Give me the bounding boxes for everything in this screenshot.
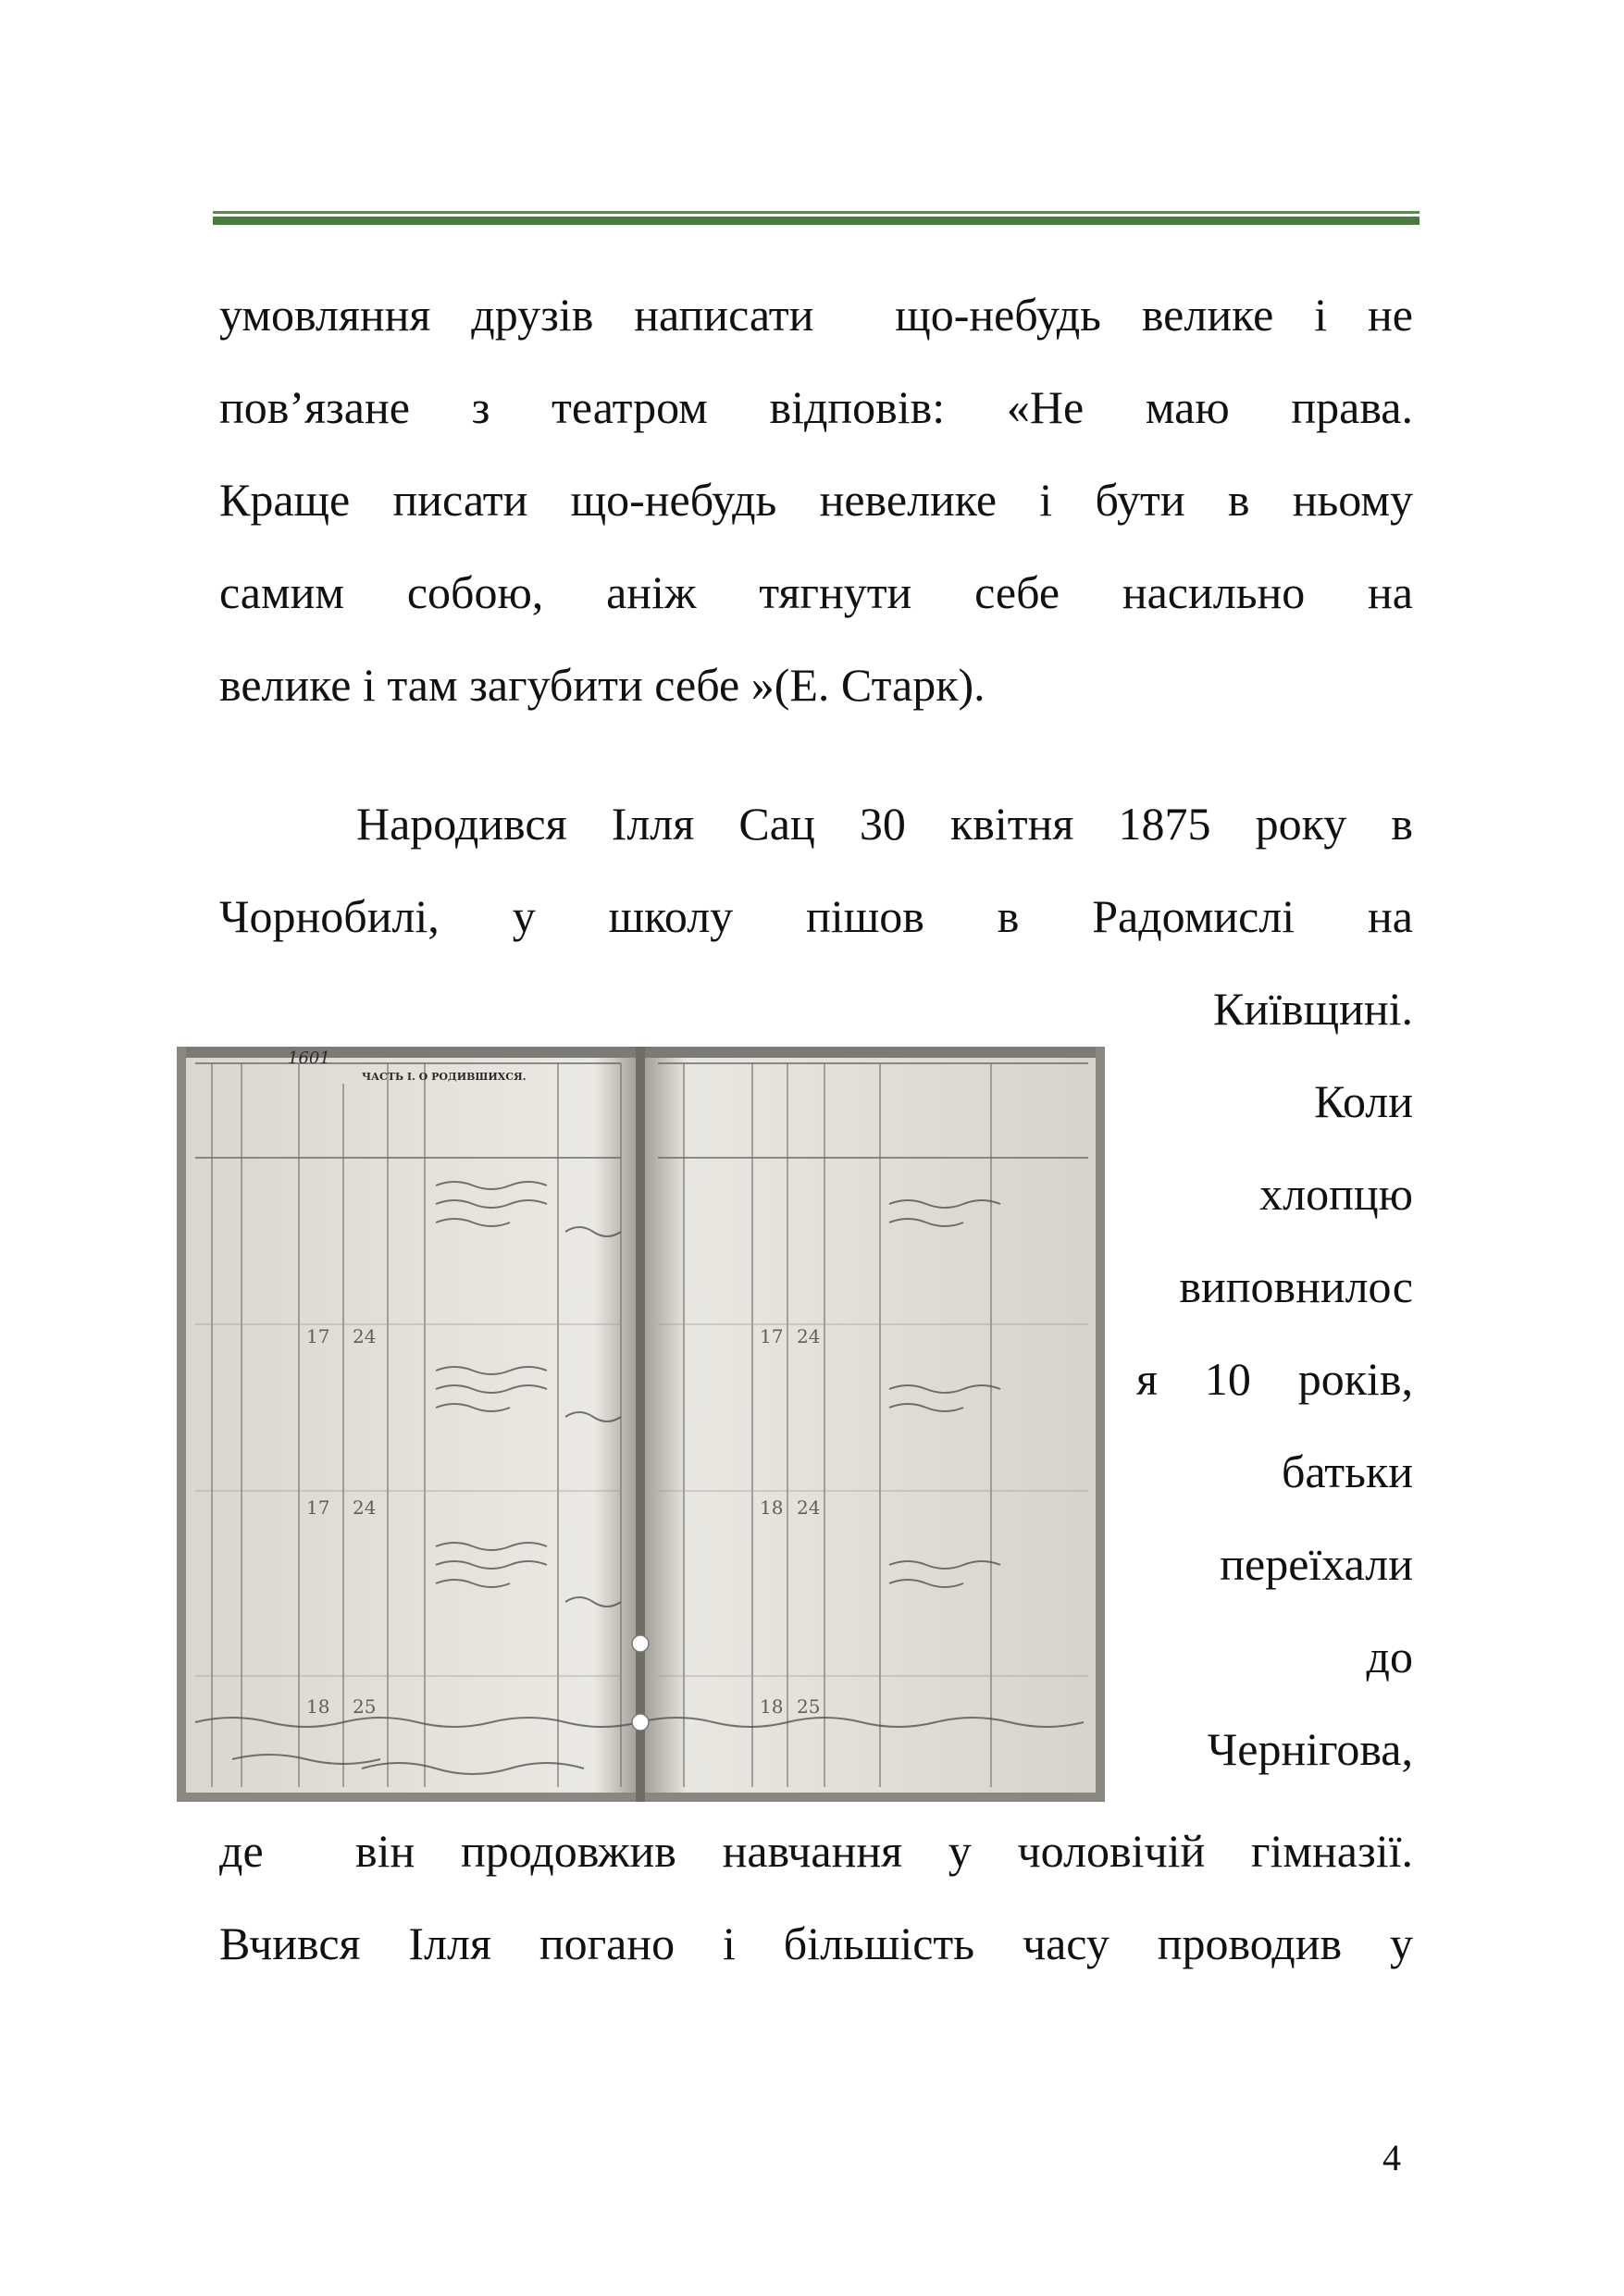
wrapped-line: я 10 років,	[1136, 1353, 1413, 1405]
paragraph-2-line: Київщині.	[1212, 983, 1413, 1035]
svg-text:24: 24	[797, 1496, 821, 1519]
paragraph-2-line: Чорнобилі, у школу пішов в Радомислі на	[219, 890, 1413, 942]
wrapped-line: переїхали	[1220, 1538, 1413, 1590]
paragraph-1-line: пов’язане з театром відповів: «Не маю права.	[219, 381, 1413, 433]
wrapped-line: батьки	[1281, 1446, 1413, 1497]
wrapped-line: до	[1366, 1631, 1413, 1682]
paragraph-2-line: Вчився Ілля погано і більшість часу проводив у	[219, 1917, 1413, 1969]
svg-text:24: 24	[353, 1325, 377, 1347]
wrapped-line: Чернігова,	[1207, 1723, 1413, 1775]
svg-text:25: 25	[797, 1695, 821, 1718]
paragraph-2-line: Народився Ілля Сац 30 квітня 1875 року в	[356, 798, 1413, 850]
paragraph-1-line: Краще писати що-небудь невелике і бути в ньому	[219, 474, 1413, 526]
svg-text:18: 18	[760, 1695, 784, 1718]
archival-register-photo	[177, 1047, 1105, 1802]
register-header: ЧАСТЬ I. О РОДИВШИХСЯ.	[362, 1071, 527, 1083]
svg-text:24: 24	[797, 1325, 821, 1347]
paragraph-2-line: де він продовжив навчання у чоловічій гімназії.	[219, 1825, 1413, 1877]
svg-text:25: 25	[353, 1695, 377, 1718]
svg-text:18: 18	[306, 1695, 330, 1718]
paragraph-1-line: умовляння друзів написати що-небудь велике і не	[219, 289, 1413, 341]
svg-text:24: 24	[353, 1496, 377, 1519]
svg-text:18: 18	[760, 1496, 784, 1519]
wrapped-line: виповнилос	[1179, 1260, 1413, 1312]
paragraph-1-line: велике і там загубити себе »(Е. Старк).	[219, 659, 986, 711]
svg-text:17: 17	[306, 1325, 330, 1347]
header-rule	[213, 211, 1419, 225]
svg-text:17: 17	[306, 1496, 330, 1519]
page-number: 4	[1382, 2137, 1401, 2178]
register-number: 1601	[288, 1049, 330, 1068]
svg-text:17: 17	[760, 1325, 784, 1347]
paragraph-1-line: самим собою, аніж тягнути себе насильно на	[219, 566, 1413, 618]
wrapped-line: Коли	[1314, 1075, 1413, 1127]
wrapped-line: хлопцю	[1259, 1168, 1413, 1220]
